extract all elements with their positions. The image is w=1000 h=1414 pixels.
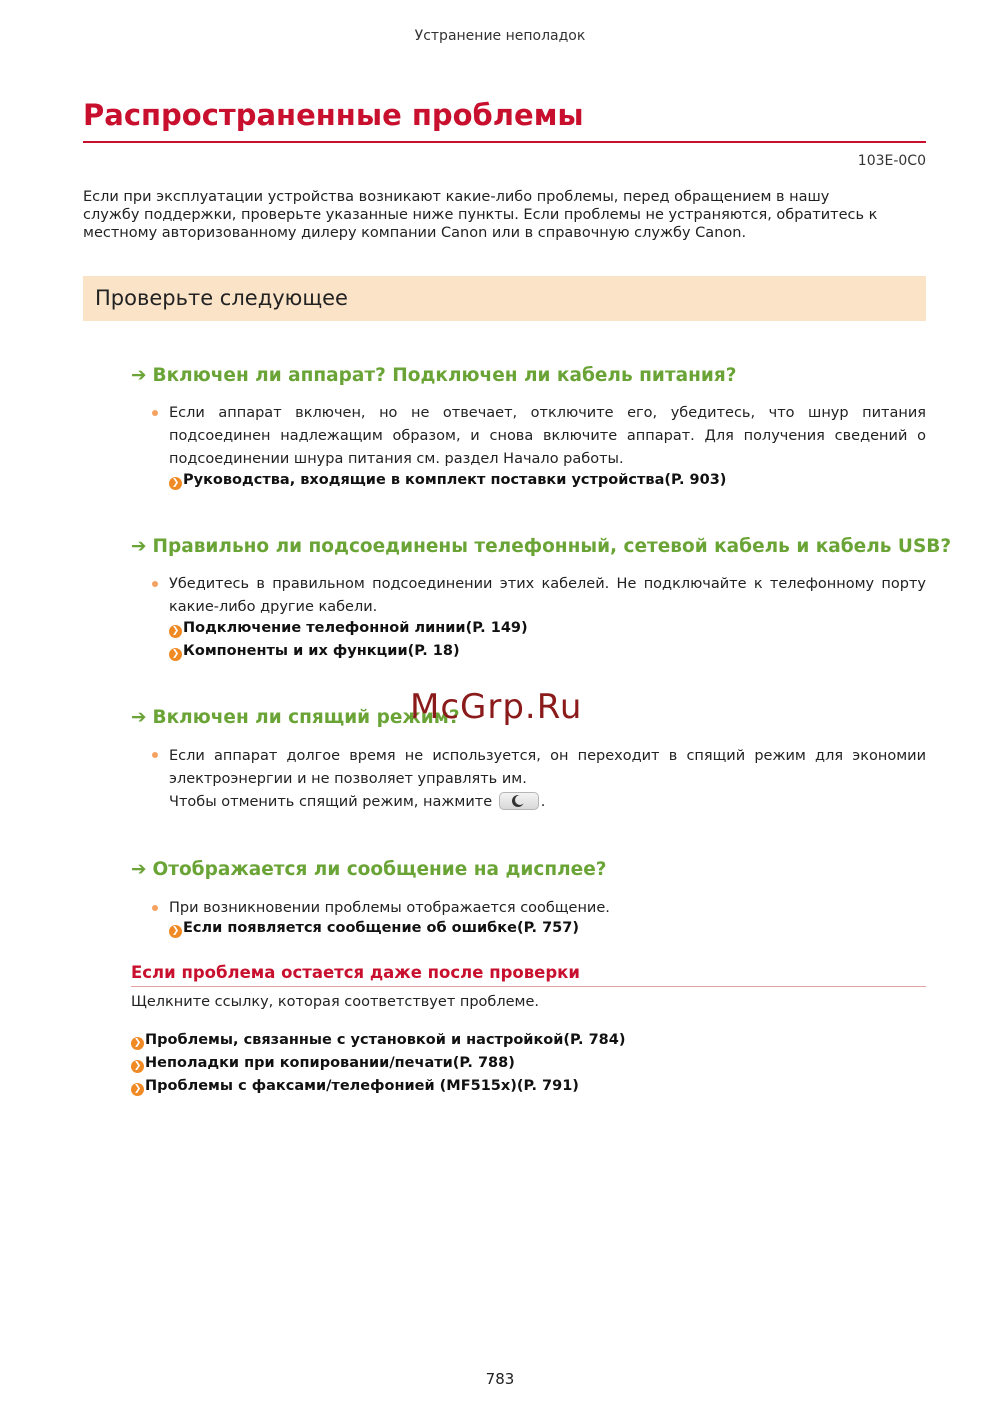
question-text-sleep: Если аппарат долгое время не используется, он переходит в спящий режим для экономии электроэнергии и не позволяет управлять им. bbox=[169, 748, 926, 787]
followup-text: Щелкните ссылку, которая соответствует проблеме. bbox=[131, 994, 540, 1010]
arrow-right-icon: ➔ bbox=[131, 707, 147, 728]
question-text-display: При возникновении проблемы отображается сообщение. bbox=[169, 900, 610, 916]
running-header: Устранение неполадок bbox=[414, 28, 586, 44]
link-chevron-icon: ❯ bbox=[131, 1060, 144, 1073]
title-divider bbox=[83, 141, 926, 143]
page-number: 783 bbox=[485, 1370, 515, 1388]
sleep-cancel-line bbox=[169, 791, 926, 814]
link-text: Подключение телефонной линии(P. 149) bbox=[183, 620, 528, 636]
link-components[interactable] bbox=[169, 643, 460, 661]
link-text: Компоненты и их функции(P. 18) bbox=[183, 643, 460, 659]
followup-divider bbox=[131, 986, 926, 987]
link-chevron-icon: ❯ bbox=[131, 1037, 144, 1050]
question-text-power: Если аппарат включен, но не отвечает, отключите его, убедитесь, что шнур питания подсоединен надлежащим образом, и снова включите аппарат. Для получения сведений о подсоединении шнура питания см. раздел Начало работы. bbox=[169, 405, 926, 467]
watermark: McGrp.Ru bbox=[410, 687, 583, 727]
link-text: Если появляется сообщение об ошибке(P. 757) bbox=[183, 920, 579, 936]
link-chevron-icon: ❯ bbox=[169, 477, 182, 490]
question-heading-text: Правильно ли подсоединены телефонный, сетевой кабель и кабель USB? bbox=[152, 536, 952, 557]
arrow-right-icon: ➔ bbox=[131, 536, 147, 557]
question-text-cables: Убедитесь в правильном подсоединении этих кабелей. Не подключайте к телефонному порту какие-либо другие кабели. bbox=[169, 576, 926, 615]
intro-paragraph: Если при эксплуатации устройства возникают какие-либо проблемы, перед обращением в нашу службу поддержки, проверьте указанные ниже пункты. Если проблемы не устраняются, обратитесь к местному авторизованному дилеру компании Canon или в справочную службу Canon. bbox=[83, 189, 878, 241]
link-chevron-icon: ❯ bbox=[169, 625, 182, 638]
question-heading-text: Включен ли аппарат? Подключен ли кабель питания? bbox=[152, 365, 737, 386]
question-heading-text: Отображается ли сообщение на дисплее? bbox=[152, 859, 607, 880]
question-heading-power bbox=[131, 365, 736, 386]
link-setup-problems[interactable] bbox=[131, 1032, 625, 1050]
link-error-message[interactable] bbox=[169, 920, 579, 938]
sleep-cancel-period: . bbox=[540, 794, 546, 810]
bullet-icon bbox=[152, 752, 158, 758]
link-text: Руководства, входящие в комплект поставки устройства(P. 903) bbox=[183, 472, 727, 488]
link-text: Неполадки при копировании/печати(P. 788) bbox=[145, 1055, 515, 1071]
link-text: Проблемы, связанные с установкой и настройкой(P. 784) bbox=[145, 1032, 626, 1048]
document-code: 103E-0C0 bbox=[857, 153, 926, 169]
arrow-right-icon: ➔ bbox=[131, 859, 147, 880]
link-fax-problems[interactable] bbox=[131, 1078, 579, 1096]
energy-saver-key[interactable] bbox=[499, 792, 539, 810]
check-section-title: Проверьте следующее bbox=[95, 286, 348, 310]
link-text: Проблемы с факсами/телефонией (MF515x)(P. 791) bbox=[145, 1078, 579, 1094]
link-supplied-manuals[interactable] bbox=[169, 472, 726, 490]
question-heading-display bbox=[131, 859, 607, 880]
question-heading-cables bbox=[131, 536, 951, 557]
followup-heading: Если проблема остается даже после проверки bbox=[131, 963, 580, 982]
moon-icon bbox=[515, 795, 525, 805]
link-phone-line[interactable] bbox=[169, 620, 528, 638]
bullet-icon bbox=[152, 581, 158, 587]
link-chevron-icon: ❯ bbox=[169, 648, 182, 661]
link-chevron-icon: ❯ bbox=[131, 1083, 144, 1096]
page-title: Распространенные проблемы bbox=[83, 98, 584, 132]
question-heading-text: Включен ли спящий режим? bbox=[152, 707, 460, 728]
bullet-icon bbox=[152, 905, 158, 911]
arrow-right-icon: ➔ bbox=[131, 365, 147, 386]
bullet-icon bbox=[152, 410, 158, 416]
link-chevron-icon: ❯ bbox=[169, 925, 182, 938]
sleep-cancel-text: Чтобы отменить спящий режим, нажмите bbox=[169, 794, 493, 810]
link-copy-print-problems[interactable] bbox=[131, 1055, 515, 1073]
